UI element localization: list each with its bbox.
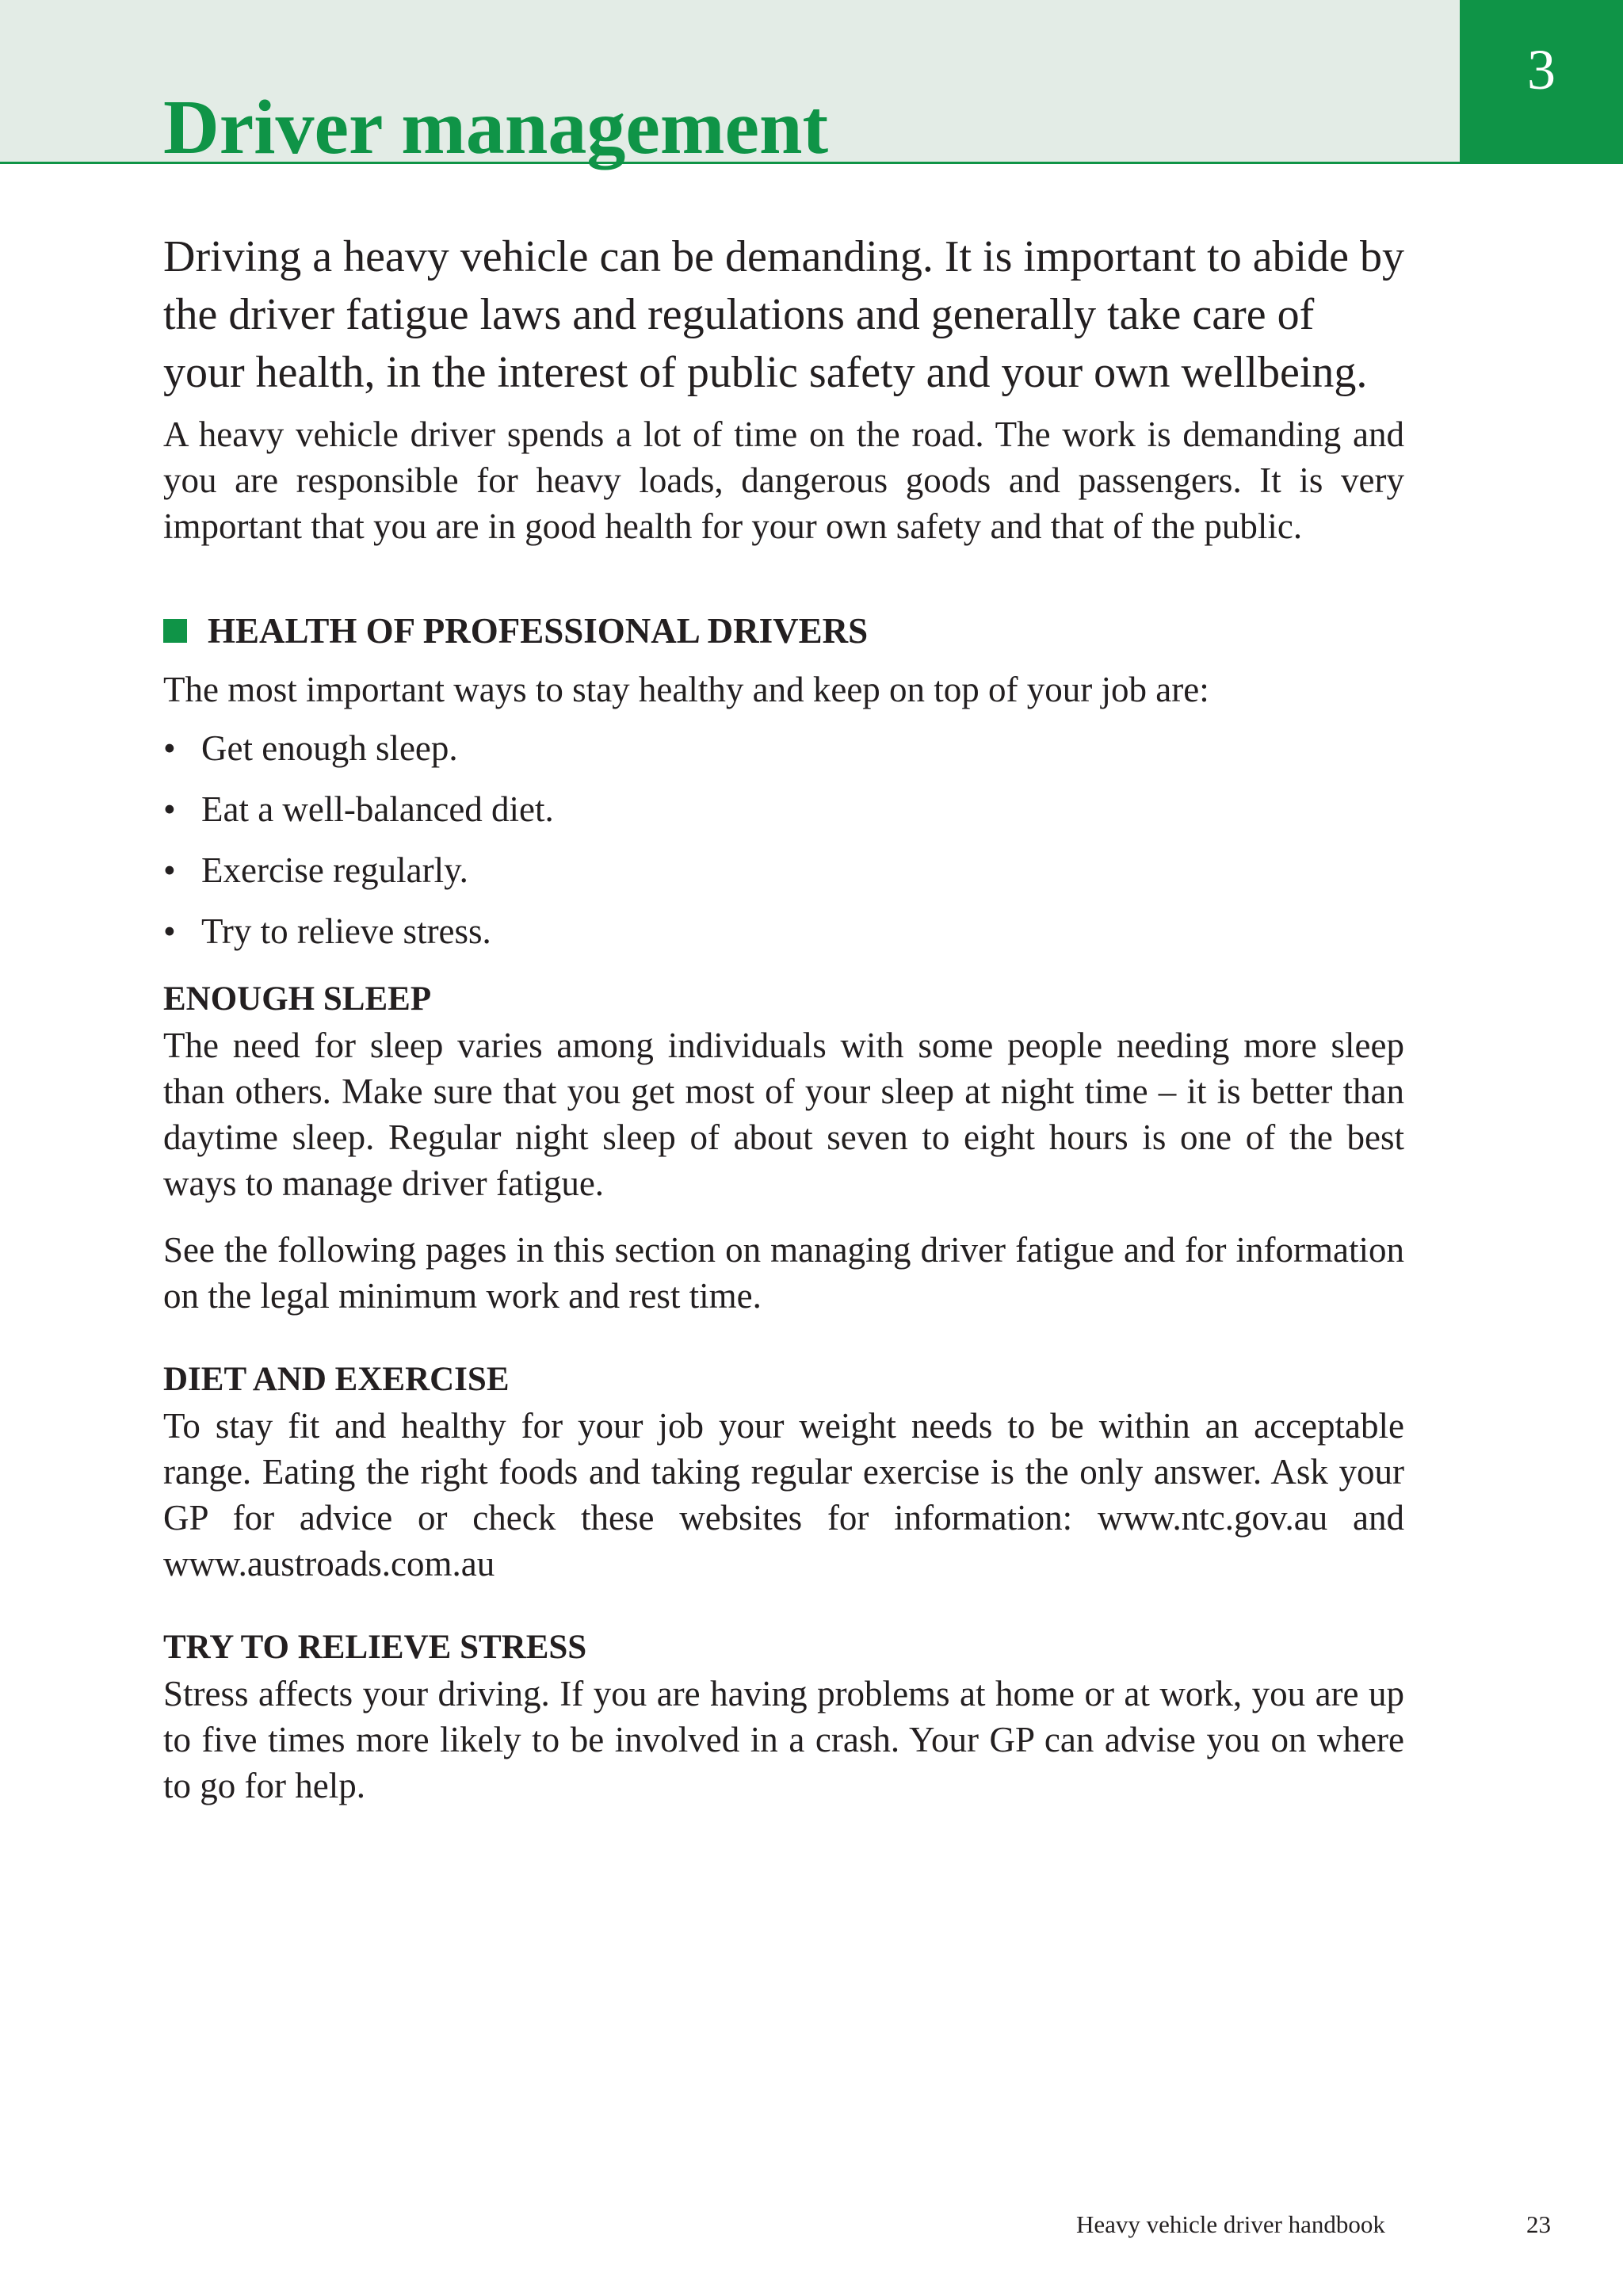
chapter-number: 3 <box>1527 38 1556 101</box>
list-item-text: Try to relieve stress. <box>201 911 491 951</box>
subheading-diet-exercise: DIET AND EXERCISE <box>163 1361 510 1398</box>
list-item <box>163 725 1404 771</box>
tips-list <box>163 725 1404 954</box>
list-item-text: Eat a well-balanced diet. <box>201 789 554 829</box>
subheading-enough-sleep: ENOUGH SLEEP <box>163 980 432 1018</box>
list-item-text: Get enough sleep. <box>201 728 458 768</box>
list-item <box>163 908 1404 954</box>
section-intro: The most important ways to stay healthy and keep on top of your job are: <box>163 670 1209 709</box>
enough-sleep-paragraph-2: See the following pages in this section on managing driver fatigue and for information on the legal minimum work and rest time. <box>163 1230 1404 1316</box>
bullet-icon: • <box>163 728 176 768</box>
diet-exercise-paragraph: To stay fit and healthy for your job your weight needs to be within an acceptable range. Eating the right foods and taking regular exercise is the only answer. Ask your GP for advice or check these websites for information: www.ntc.gov.au and www.austroads.com.au <box>163 1406 1404 1584</box>
green-square-bullet-icon <box>163 619 187 643</box>
bullet-icon: • <box>163 789 176 829</box>
relieve-stress-paragraph: Stress affects your driving. If you are having problems at home or at work, you are up to five times more likely to be involved in a crash. Your GP can advise you on where to go for help. <box>163 1674 1404 1805</box>
intro-paragraph: A heavy vehicle driver spends a lot of time on the road. The work is demanding and you are responsible for heavy loads, dangerous goods and passengers. It is very important that you are in good health for your own safety and that of the public. <box>163 415 1404 546</box>
list-item <box>163 847 1404 893</box>
footer-page-number: 23 <box>1526 2210 1551 2238</box>
chapter-tab <box>1460 0 1623 164</box>
page-title: Driver management <box>163 85 829 170</box>
section-heading <box>163 608 1404 654</box>
list-item-text: Exercise regularly. <box>201 850 468 890</box>
enough-sleep-paragraph: The need for sleep varies among individuals with some people needing more sleep than others. Make sure that you get most of your sleep at night time – it is better than daytime sleep. Regular night sleep of about seven to eight hours is one of the best ways to manage driver fatigue. <box>163 1026 1404 1203</box>
section-heading-text: HEALTH OF PROFESSIONAL DRIVERS <box>208 611 869 651</box>
list-item <box>163 786 1404 832</box>
lead-paragraph: Driving a heavy vehicle can be demanding. It is important to abide by the driver fatigue laws and regulations and generally take care of your health, in the interest of public safety and your own wellbeing. <box>163 232 1404 397</box>
bullet-icon: • <box>163 911 176 951</box>
subheading-relieve-stress: TRY TO RELIEVE STRESS <box>163 1629 587 1666</box>
footer-book-title: Heavy vehicle driver handbook <box>1076 2210 1385 2238</box>
bullet-icon: • <box>163 850 176 890</box>
page-content <box>163 228 1404 1809</box>
